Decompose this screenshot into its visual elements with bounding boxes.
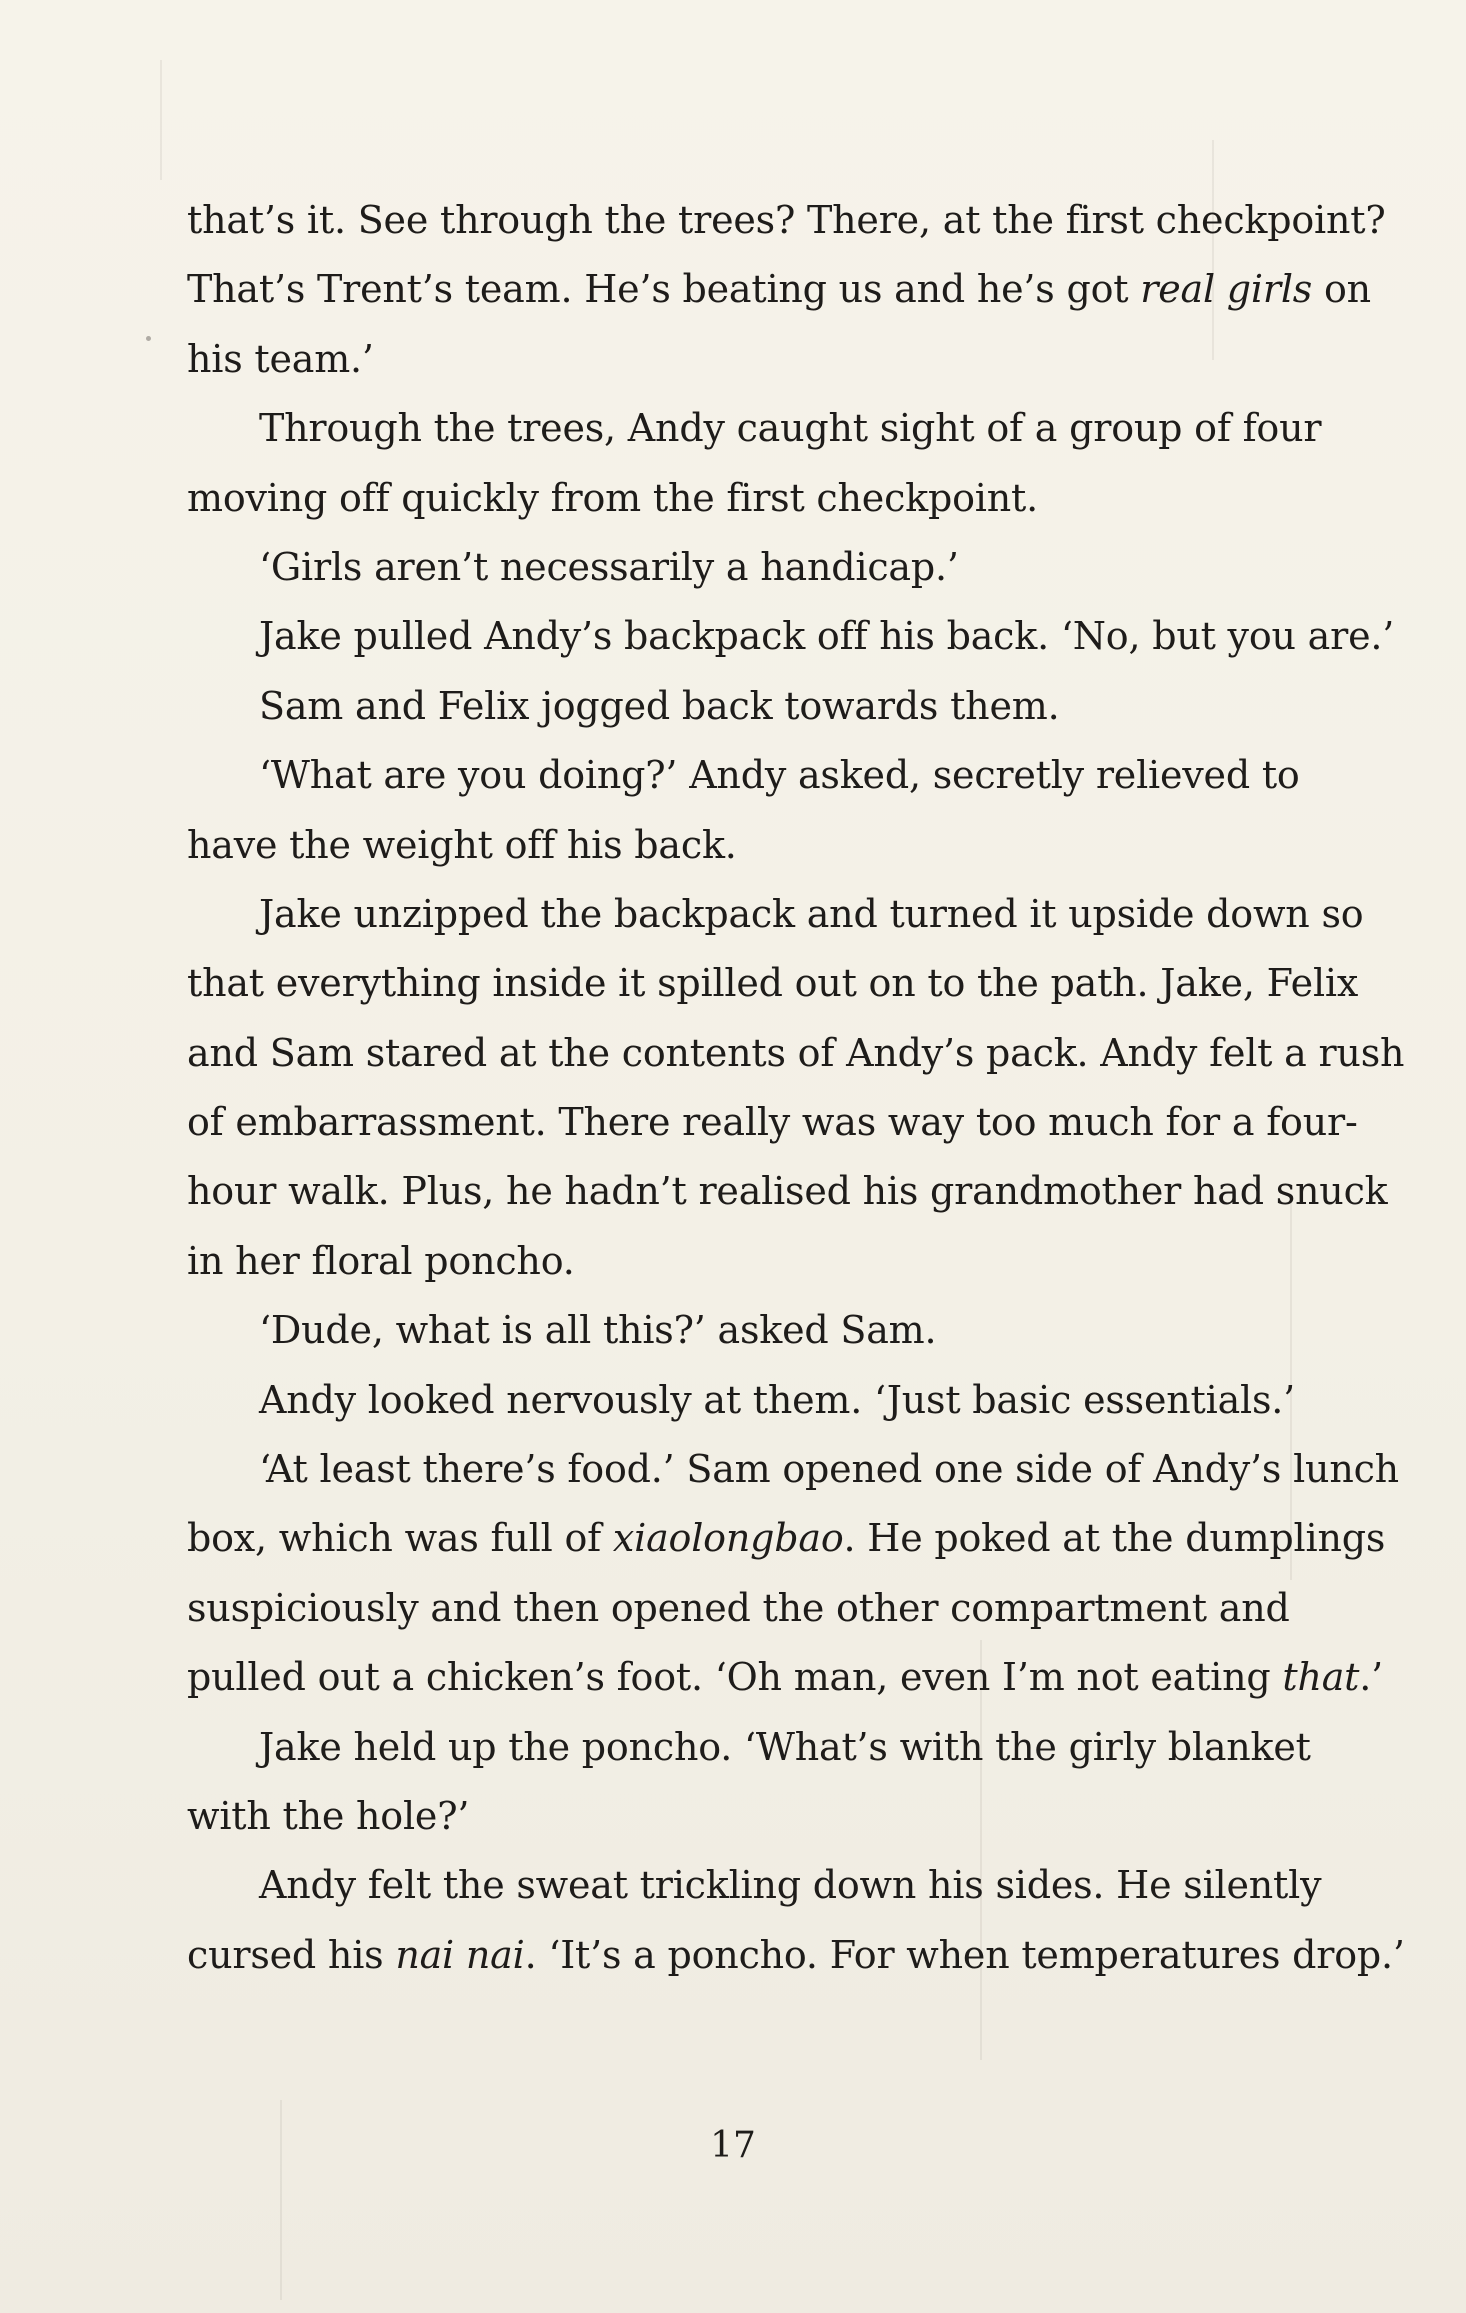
text-segment: Andy felt the sweat trickling down his sides. He silently [259, 1863, 1322, 1908]
text-line [187, 1713, 1311, 1782]
text-segment: on [1312, 267, 1371, 312]
text-line [187, 880, 1364, 949]
text-segment: Jake unzipped the backpack and turned it upside down so [259, 891, 1364, 936]
text-segment: ‘Dude, what is all this?’ asked Sam. [259, 1308, 937, 1353]
scan-artifact [160, 60, 162, 180]
text-line [187, 1227, 1275, 1296]
text-line [187, 1435, 1399, 1504]
text-segment: Andy looked nervously at them. ‘Just basic essentials.’ [259, 1377, 1296, 1422]
text-segment: .’ [1359, 1655, 1384, 1700]
text-line [187, 602, 1395, 671]
italic-phrase: that [1282, 1655, 1360, 1700]
text-segment: and Sam stared at the contents of Andy’s pack. Andy felt a rush [187, 1030, 1405, 1075]
text-line [187, 325, 1275, 394]
text-segment: of embarrassment. There really was way too much for a four- [187, 1100, 1358, 1145]
text-segment: have the weight off his back. [187, 822, 737, 867]
text-segment: ‘At least there’s food.’ Sam opened one side of Andy’s lunch [259, 1447, 1399, 1492]
text-segment: pulled out a chicken’s foot. ‘Oh man, even I’m not eating [187, 1655, 1283, 1700]
text-line [187, 1574, 1290, 1643]
text-segment: suspiciously and then opened the other compartment and [187, 1585, 1290, 1630]
text-segment: Jake pulled Andy’s backpack off his back. ‘No, but you are.’ [259, 614, 1395, 659]
text-segment: that’s it. See through the trees? There, at the first checkpoint? [187, 198, 1386, 242]
scan-speck [146, 336, 151, 341]
italic-phrase: real girls [1140, 267, 1313, 312]
text-line [187, 1921, 1405, 1990]
text-line [187, 255, 1371, 324]
text-line [187, 1296, 1275, 1365]
text-line [187, 741, 1300, 810]
text-line [187, 811, 1275, 880]
text-segment: Sam and Felix jogged back towards them. [259, 683, 1060, 728]
text-line [187, 1088, 1358, 1157]
text-line [187, 394, 1322, 463]
text-segment: Through the trees, Andy caught sight of a group of four [259, 406, 1322, 451]
text-line [187, 1851, 1322, 1920]
text-segment: that everything inside it spilled out on to the path. Jake, Felix [187, 961, 1359, 1006]
text-line [187, 464, 1275, 533]
text-line [187, 533, 1275, 602]
text-segment: box, which was full of [187, 1516, 613, 1561]
text-segment: That’s Trent’s team. He’s beating us and he’s got [187, 267, 1141, 312]
text-line [187, 672, 1275, 741]
text-segment: in her floral poncho. [187, 1238, 575, 1283]
text-line [187, 1157, 1388, 1226]
text-segment: . ‘It’s a poncho. For when temperatures drop.’ [524, 1932, 1405, 1977]
italic-phrase: xiaolongbao [612, 1516, 844, 1561]
page-number: 17 [710, 2125, 756, 2166]
text-segment: Jake held up the poncho. ‘What’s with the girly blanket [259, 1724, 1311, 1769]
text-segment: hour walk. Plus, he hadn’t realised his grandmother had snuck [187, 1169, 1388, 1214]
text-line [187, 1366, 1296, 1435]
body-text [187, 186, 1405, 1990]
text-segment: cursed his [187, 1932, 396, 1977]
text-line [187, 186, 1386, 255]
text-line [187, 1782, 1275, 1851]
text-line [187, 1643, 1384, 1712]
text-segment: ‘What are you doing?’ Andy asked, secretly relieved to [259, 753, 1300, 798]
text-line [187, 1019, 1405, 1088]
text-line [187, 1504, 1386, 1573]
text-segment: . He poked at the dumplings [843, 1516, 1386, 1561]
text-segment: moving off quickly from the first checkpoint. [187, 475, 1038, 520]
text-segment: ‘Girls aren’t necessarily a handicap.’ [259, 544, 959, 589]
italic-phrase: nai nai [395, 1932, 525, 1977]
text-segment: his team.’ [187, 336, 374, 381]
text-line [187, 949, 1359, 1018]
text-segment: with the hole?’ [187, 1793, 470, 1838]
